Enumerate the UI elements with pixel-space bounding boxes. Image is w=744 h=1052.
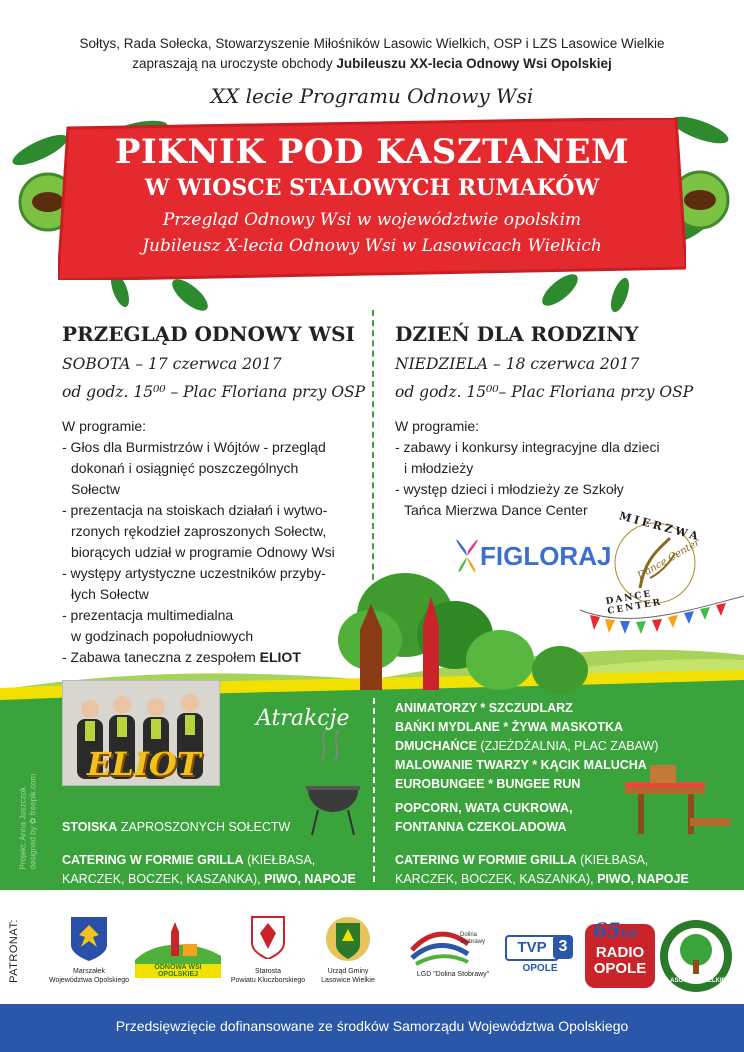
- radio-65-number: 65: [593, 918, 621, 942]
- right-program-line: - występ dzieci i młodzieży ze Szkoły: [395, 481, 624, 497]
- attraction-line: MALOWANIE TWARZY * KĄCIK MALUCHA: [395, 758, 647, 772]
- right-program-line: Tańca Mierzwa Dance Center: [404, 502, 588, 518]
- radio-65: [593, 918, 637, 942]
- catering-left-drinks: PIWO, NAPOJE: [264, 872, 356, 886]
- right-program: [395, 416, 660, 521]
- banner-title: PIKNIK POD KASZTANEM: [114, 132, 630, 172]
- radio-lat: lat: [620, 927, 638, 940]
- left-program-line: - Głos dla Burmistrzów i Wójtów - przegląd: [62, 439, 326, 455]
- credit-author: Projekt: Anna Joszczok: [18, 786, 28, 870]
- logo-urzad-caption: Urząd Gminy Lasowice Wielkie: [321, 968, 375, 984]
- logo-dolina-stobrawy: [408, 920, 498, 995]
- left-program-line: w godzinach popołudniowych: [71, 628, 254, 644]
- county-crest-icon: [250, 915, 286, 959]
- left-program-intro: W programie:: [62, 418, 147, 434]
- lasowice-text: LASOWICE WIELKIE: [666, 978, 726, 984]
- figloraj-text: FIGLORAJ: [480, 541, 612, 571]
- footer-text: Przedsięwzięcie dofinansowane ze środków Samorządu Województwa Opolskiego: [115, 1018, 629, 1034]
- catering-right-bold: CATERING W FORMIE GRILLA: [395, 853, 577, 867]
- left-program-line: biorących udział w programie Odnowy Wsi: [71, 544, 335, 560]
- tvp-text: TVP: [505, 935, 559, 961]
- banner-line4: Jubileusz X-lecia Odnowy Wsi w Lasowicach Wielkich: [142, 236, 602, 256]
- left-program-line: łych Sołectw: [71, 586, 149, 602]
- stoiska-line: [62, 818, 290, 837]
- logo-dolina-caption: LGD "Dolina Stobrawy": [416, 971, 490, 978]
- right-program-line: i młodzieży: [404, 460, 474, 476]
- column-divider: [372, 310, 374, 600]
- catering-left: [62, 851, 356, 889]
- food-line: FONTANNA CZEKOLADOWA: [395, 820, 567, 834]
- catering-left-bold: CATERING W FORMIE GRILLA: [62, 853, 244, 867]
- green-divider: [373, 698, 375, 882]
- left-program-last: - Zabawa taneczna z zespołem: [62, 649, 260, 665]
- mierzwa-top: MIERZWA: [617, 509, 703, 544]
- script-anniversary: XX lecie Programu Odnowy Wsi: [210, 84, 534, 108]
- right-date: NIEDZIELA – 18 czerwca 2017: [395, 355, 640, 373]
- left-time: od godz. 15⁰⁰ – Plac Floriana przy OSP: [62, 383, 366, 401]
- logo-radio-opole: [585, 918, 655, 988]
- logo-urzad-gminy: [308, 915, 388, 995]
- band-photo: [62, 680, 220, 786]
- attraction-line: [395, 737, 658, 756]
- left-program-line: - prezentacja multimedialna: [62, 607, 234, 623]
- banner-line3: Przegląd Odnowy Wsi w województwie opolskim: [162, 210, 582, 230]
- right-time: od godz. 15⁰⁰– Plac Floriana przy OSP: [395, 383, 694, 401]
- left-program-line: rzonych rękodzieł zaproszonych Sołectw,: [71, 523, 327, 539]
- band-logo: ELIOT: [87, 745, 201, 783]
- radio-city: OPOLE: [593, 960, 647, 977]
- mierzwa-bottom: DANCE CENTER: [605, 589, 663, 617]
- logo-lasowice: [660, 920, 732, 992]
- catering-right-rest: (KIEŁBASA,: [576, 853, 649, 867]
- logo-odnowa-wsi: [135, 920, 225, 990]
- stoiska-rest: ZAPROSZONYCH SOŁECTW: [117, 820, 291, 834]
- logo-marszalek: [44, 915, 134, 995]
- attraction-line: EUROBUNGEE * BUNGEE RUN: [395, 777, 581, 791]
- logo-starosta-caption: Starosta Powiatu Kluczborskiego: [230, 968, 306, 984]
- attractions-list: [395, 699, 658, 794]
- stoiska-bold: STOISKA: [62, 820, 118, 834]
- organizers-line: Sołtys, Rada Sołecka, Stowarzyszenie Miłośników Lasowic Wielkich, OSP i LZS Lasowice Wielkie: [79, 36, 665, 51]
- catering-left-items: KARCZEK, BOCZEK, KASZANKA),: [62, 872, 265, 886]
- left-program-line: dokonań i osiągnięć poszczególnych: [71, 460, 299, 476]
- invitation-line: [0, 56, 744, 71]
- attraction-line: BAŃKI MYDLANE * ŻYWA MASKOTKA: [395, 720, 624, 734]
- logo-odnowa-text: ODNOWA WSI OPOLSKIEJ: [135, 964, 221, 978]
- left-program-line: - prezentacja na stoiskach działań i wytwo-: [62, 502, 328, 518]
- radio-word: RADIO: [595, 944, 645, 961]
- band-name-inline: ELIOT: [259, 649, 301, 665]
- dmuchance-bold: DMUCHAŃCE: [395, 739, 477, 753]
- right-heading: DZIEŃ DLA RODZINY: [395, 322, 639, 346]
- mierzwa-mid: Dance Center: [635, 537, 702, 582]
- logo-tvp3: [505, 935, 575, 979]
- catering-right: [395, 851, 689, 889]
- attraction-line: ANIMATORZY * SZCZUDLARZ: [395, 701, 573, 715]
- logo-dolina-mini: Dolina Stobrawy: [460, 932, 486, 945]
- right-program-line: - zabawy i konkursy integracyjne dla dzieci: [395, 439, 660, 455]
- right-program-intro: W programie:: [395, 418, 480, 434]
- catering-right-drinks: PIWO, NAPOJE: [597, 872, 689, 886]
- left-heading: PRZEGLĄD ODNOWY WSI: [62, 322, 355, 346]
- logo-marszalek-caption: Marszałek Województwa Opolskiego: [48, 968, 130, 984]
- patronat-label: PATRONAT:: [7, 919, 20, 983]
- eagle-crest-icon: [69, 915, 109, 961]
- tvp-city: OPOLE: [522, 963, 558, 974]
- catering-left-rest: (KIEŁBASA,: [243, 853, 316, 867]
- food-line: POPCORN, WATA CUKROWA,: [395, 801, 573, 815]
- gmina-crest-icon: [318, 915, 378, 963]
- invitation-text: zapraszają na uroczyste obchody: [132, 56, 337, 71]
- dmuchance-rest: (ZJEŻDŻALNIA, PLAC ZABAW): [476, 739, 659, 753]
- food-list: [395, 799, 573, 837]
- left-program-line: - występy artystyczne uczestników przyby-: [62, 565, 326, 581]
- logo-starosta: [228, 915, 308, 995]
- left-program-line: Sołectw: [71, 481, 121, 497]
- catering-right-items: KARCZEK, BOCZEK, KASZANKA),: [395, 872, 598, 886]
- atrakcje-label: Atrakcje: [256, 706, 350, 731]
- tvp-number: 3: [553, 935, 573, 959]
- jubilee-text: Jubileuszu XX-lecia Odnowy Wsi Opolskiej: [336, 56, 612, 71]
- left-date: SOBOTA – 17 czerwca 2017: [62, 355, 282, 373]
- credit-designed: designed by ✿ freepik.com: [28, 773, 38, 870]
- banner-subtitle: W WIOSCE STALOWYCH RUMAKÓW: [144, 175, 600, 201]
